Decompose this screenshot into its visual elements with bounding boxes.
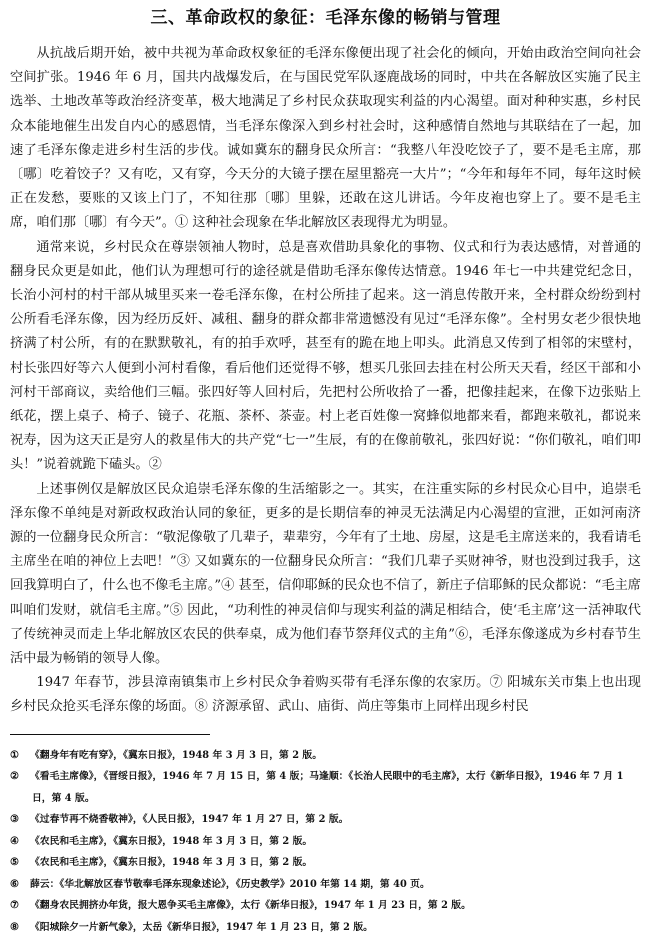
footnote-text: 《阳城除夕一片新气象》，太岳《新华日报》，1947 年 1 月 23 日，第 2 版。 xyxy=(30,921,373,933)
footnote xyxy=(10,874,641,896)
footnote-number: ⑧ xyxy=(10,921,19,933)
footnote-text: 《农民和毛主席》，《冀东日报》，1948 年 3 月 3 日，第 2 版。 xyxy=(30,857,313,869)
footnotes xyxy=(10,745,641,938)
footnote-divider xyxy=(10,734,210,735)
footnote-text: 《翻身年有吃有穿》，《冀东日报》，1948 年 3 月 3 日，第 2 版。 xyxy=(30,749,323,761)
footnote-number: ⑥ xyxy=(10,878,19,890)
footnote xyxy=(10,895,641,917)
section-heading: 三、革命政权的象征：毛泽东像的畅销与管理 xyxy=(150,8,501,28)
footnote-text: 《翻身农民拥挤办年货，报大恩争买毛主席像》，太行《新华日报》，1947 年 1 月 23 日，第 2 版。 xyxy=(30,900,471,912)
footnote-number: ④ xyxy=(10,835,19,847)
footnote xyxy=(10,766,641,809)
footnote-number: ① xyxy=(10,749,19,761)
footnote-number: ② xyxy=(10,771,19,783)
footnote xyxy=(10,831,641,853)
footnote-text: 《农民和毛主席》，《冀东日报》，1948 年 3 月 3 日，第 2 版。 xyxy=(30,835,313,847)
footnote-text: 薛云：《华北解放区春节敬奉毛泽东现象述论》，《历史教学》2010 年第 14 期，第 40 页。 xyxy=(30,878,430,890)
footnote xyxy=(10,809,641,831)
footnote-number: ⑦ xyxy=(10,900,19,912)
paragraph: 从抗战后期开始，被中共视为革命政权象征的毛泽东像便出现了社会化的倾向，开始由政治空间向社会空间扩张。1946 年 6 月，国共内战爆发后，在与国民党军队逐鹿战场的同时，中共在各解放区实施了民主选举、土地改革等政治经济变革，极大地满足了乡村民众获取现实利益的内心渴望。面对种种实惠，乡村民众本能地催生出发自内心的感恩情，当毛泽东像深入到乡村社会时，这种感情自然地与其联结在了一起，加速了毛泽东像走进乡村生活的步伐。诚如冀东的翻身民众所言：“我整八年没吃饺子了，要不是毛主席，那〔哪〕吃着饺子？又有吃，又有穿，今天分的大镜子摆在屋里豁亮一大片”；“今年和每年不同，每年这时候正在发愁，要账的又该上门了，不知往那〔哪〕里躲，还敢在这儿讲话。今年皮袍也穿上了。要不是毛主席，咱们那〔哪〕有今天”。① 这种社会现象在华北解放区表现得尤为明显。 xyxy=(10,46,641,231)
footnote xyxy=(10,917,641,938)
paragraph: 1947 年春节，涉县漳南镇集市上乡村民众争着购买带有毛泽东像的农家历。⑦ 阳城东关市集上也出现乡村民众抢买毛泽东像的场面。⑧ 济源承留、武山、庙街、尚庄等集市上同样出现乡村民 xyxy=(10,675,641,715)
footnote-text: 《过春节再不烧香敬神》，《人民日报》，1947 年 1 月 27 日，第 2 版。 xyxy=(30,814,349,826)
footnote xyxy=(10,745,641,767)
footnote-text: 《看毛主席像》，《晋绥日报》，1946 年 7 月 15 日，第 4 版；马逢顺：《长治人民眼中的毛主席》，太行《新华日报》，1946 年 7 月 1 日，第 4 版。 xyxy=(30,771,624,804)
footnote-number: ③ xyxy=(10,814,19,826)
footnote xyxy=(10,852,641,874)
paragraph: 通常来说，乡村民众在尊崇领袖人物时，总是喜欢借助具象化的事物、仪式和行为表达感情，对普通的翻身民众更是如此，他们认为理想可行的途径就是借助毛泽东像传达情意。1946 年七一中共建党纪念日，长治小河村的村干部从城里买来一卷毛泽东像，在村公所挂了起来。这一消息传散开来，全村群众纷纷到村公所看毛泽东像，因为经历反奸、减租、翻身的群众都非常遗憾没有见过“毛泽东像”。全村男女老少很快地挤满了村公所，有的在默默敬礼，有的拍手欢呼，甚至有的跪在地上叩头。此消息又传到了相邻的宋壁村，村长张四好等六人便到小河村看像，看后他们还觉得不够，想买几张回去挂在村公所天天看，经区干部和小河村干部商议，卖给他们三幅。张四好等人回村后，先把村公所收拾了一番，把像挂起来，在像下边张贴上纸花，摆上桌子、椅子、镜子、花瓶、茶杯、茶壶。村上老百姓像一窝蜂似地都来看，都跑来敬礼，都说来祝寿，因为这天正是穷人的救星伟大的共产党“七一”生辰，有的在像前敬礼，张四好说：“你们敬礼，咱们叩头！”说着就跪下磕头。② xyxy=(10,239,641,473)
footnote-number: ⑤ xyxy=(10,857,19,869)
body-text xyxy=(10,42,641,720)
paragraph: 上述事例仅是解放区民众追崇毛泽东像的生活缩影之一。其实，在注重实际的乡村民众心目中，追崇毛泽东像不单纯是对新政权政治认同的象征，更多的是长期信奉的神灵无法满足内心渴望的宣泄，正如河南济源的一位翻身民众所言：“敬泥像敬了几辈子，辈辈穷，今年有了土地、房屋，这是毛主席送来的，我看请毛主席坐在咱的神位上去吧！”③ 又如冀东的一位翻身民众所言：“我们几辈子买财神爷，财也没到过我手，这回我算明白了，什么也不像毛主席。”④ 甚至，信仰耶稣的民众也不信了，新庄子信耶稣的民众都说：“毛主席叫咱们发财，就信毛主席。”⑤ 因此，“功利性的神灵信仰与现实利益的满足相结合，使‘毛主席’这一活神取代了传统神灵而走上华北解放区农民的供奉桌，成为他们春节祭拜仪式的主角”⑥，毛泽东像遂成为乡村春节生活中最为畅销的领导人像。 xyxy=(10,481,641,667)
